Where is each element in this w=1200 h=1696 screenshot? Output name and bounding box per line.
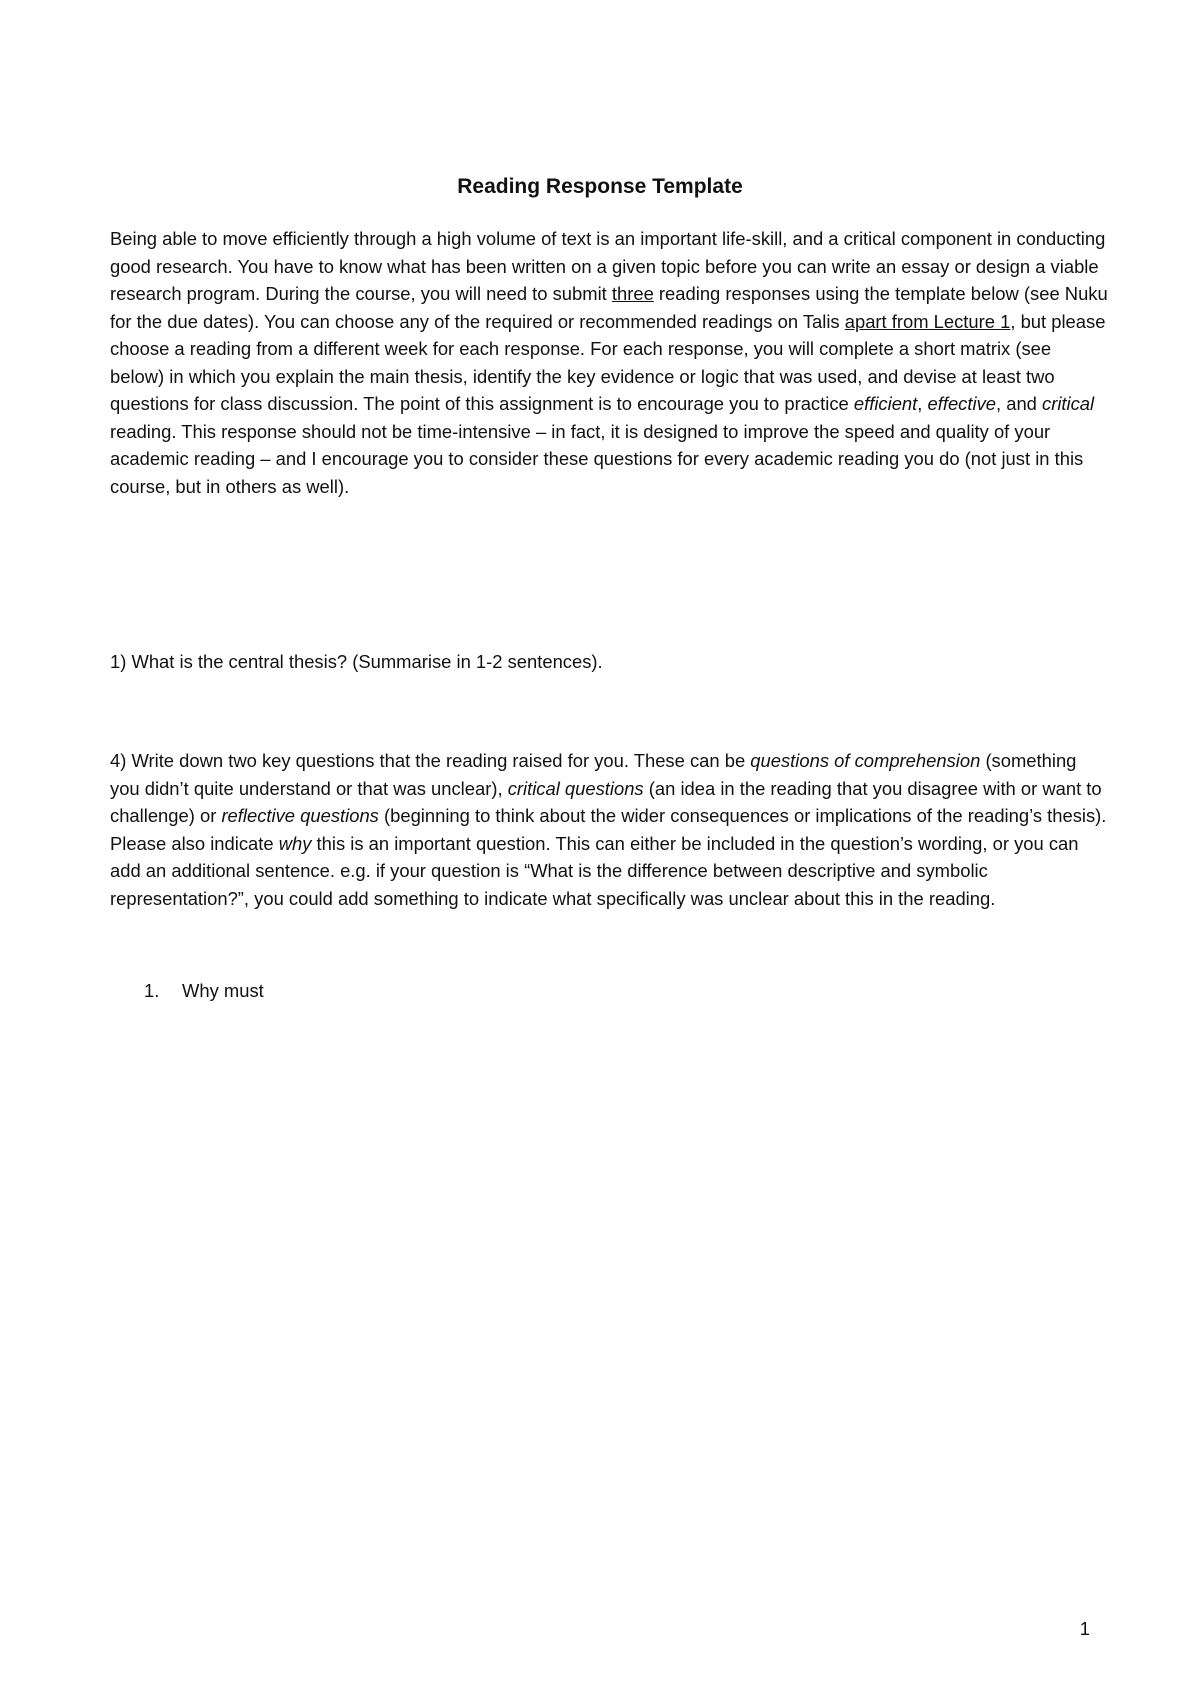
italic-critical-questions: critical questions	[507, 777, 644, 799]
italic-efficient: efficient	[853, 393, 918, 414]
question-4-text: (an idea in the reading that you disagree with or want to challenge) or	[110, 777, 1102, 826]
question-1: 1) What is the central thesis? (Summarise in 1-2 sentences).	[110, 651, 603, 672]
italic-effective: effective	[927, 393, 996, 414]
question-4-text: 4) Write down two key questions that the reading raised for you. These can be	[110, 750, 751, 771]
underlined-three: three	[611, 283, 654, 304]
italic-why: why	[278, 832, 312, 854]
list-item-number: 1.	[144, 980, 160, 1001]
page-number: 1	[1079, 1618, 1090, 1639]
intro-text: reading responses using the template below (see Nuku for the due dates). You can choose any of the required or recommended readings on Talis	[110, 283, 1108, 332]
italic-reflective-questions: reflective questions	[221, 805, 379, 826]
intro-text: , but please choose a reading from a different week for each response. For each response, you will complete a short matrix (see below) in which you explain the main thesis, identify the key evidence or logic that was used, and devise at least two questions for class discussion. The point of this assignment is to encourage you to practice	[110, 310, 1106, 414]
intro-text: ,	[917, 393, 928, 414]
italic-questions-of-comprehension: questions of comprehension	[750, 750, 981, 771]
question-4-text: (beginning to think about the wider consequences or implications of the reading’s thesis). Please also indicate	[110, 805, 1107, 854]
list-item	[144, 977, 264, 1005]
question-4-text: this is an important question. This can either be included in the question’s wording, or you can add an additional sentence. e.g. if your question is “What is the difference between descriptive and symbolic representation?”, you could add something to indicate what specifically was unclear about this in the reading.	[110, 832, 1079, 909]
italic-critical: critical	[1042, 393, 1095, 414]
question-4	[110, 747, 1110, 912]
intro-text: Being able to move efficiently through a high volume of text is an important life-skill, and a critical component in conducting good research. You have to know what has been written on a given topic before you can write an essay or design a viable research program. During the course, you will need to submit	[110, 228, 1106, 304]
document-title: Reading Response Template	[457, 175, 743, 198]
intro-text: , and	[996, 393, 1043, 414]
underlined-apart-from-lecture-1: apart from Lecture 1	[844, 310, 1011, 332]
intro-paragraph	[110, 225, 1110, 500]
question-4-text: (something you didn’t quite understand or that was unclear),	[110, 750, 1077, 799]
list-item-text: Why must	[182, 980, 264, 1001]
intro-text: reading. This response should not be time-intensive – in fact, it is designed to improve the speed and quality of your academic reading – and I encourage you to consider these questions for every academic reading you do (not just in this course, but in others as well).	[110, 420, 1084, 497]
